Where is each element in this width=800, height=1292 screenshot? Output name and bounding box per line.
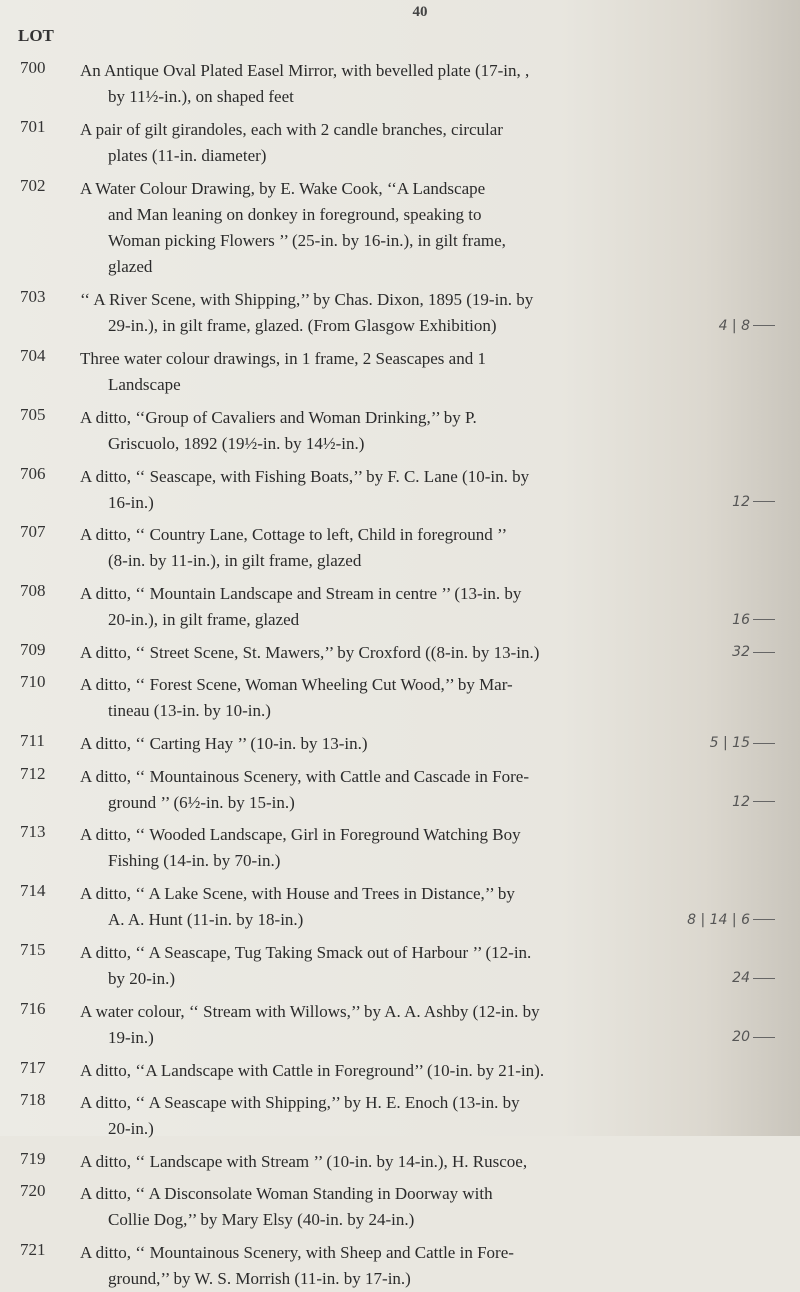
lot-number: 710	[20, 672, 46, 692]
description-line: 16-in.)	[108, 492, 154, 512]
description-line: Woman picking Flowers ’’ (25-in. by 16-in.), in gilt frame,	[108, 230, 506, 250]
handwritten-price: 4 | 8	[719, 318, 775, 334]
lot-description	[80, 822, 740, 874]
lot-description	[80, 1149, 740, 1175]
description-line: A ditto, ‘‘ Landscape with Stream ’’ (10-in. by 14-in.), H. Ruscoe,	[80, 1151, 528, 1171]
lot-number: 702	[20, 175, 46, 195]
description-line: A ditto, ‘‘ Country Lane, Cottage to left, Child in foreground ’’	[80, 525, 508, 545]
lot-number: 713	[20, 822, 46, 842]
lot-number: 701	[20, 116, 46, 136]
lot-description	[80, 464, 740, 516]
description-line: A ditto, ‘‘ Mountainous Scenery, with Cattle and Cascade in Fore-	[80, 766, 529, 786]
description-line: and Man leaning on donkey in foreground, speaking to	[108, 204, 482, 224]
lot-description	[80, 176, 740, 280]
lot-number: 709	[20, 640, 46, 659]
description-line: A ditto, ‘‘ A Lake Scene, with House and Trees in Distance,’’ by	[80, 884, 515, 904]
description-line: ‘‘ A River Scene, with Shipping,’’ by Chas. Dixon, 1895 (19-in. by	[80, 290, 534, 310]
lot-number: 705	[20, 404, 46, 424]
lot-number: 716	[20, 998, 46, 1018]
lot-description	[80, 764, 740, 816]
description-line: 20-in.)	[108, 1119, 154, 1138]
lot-description	[80, 640, 740, 666]
description-line: (8-in. by 11-in.), in gilt frame, glazed	[108, 551, 362, 571]
lot-number: 718	[20, 1090, 46, 1109]
lot-description	[80, 1058, 740, 1084]
description-line: 19-in.)	[108, 1027, 154, 1047]
lot-description	[80, 58, 740, 110]
lot-number: 706	[20, 463, 46, 483]
description-line: A water colour, ‘‘ Stream with Willows,’’ by A. A. Ashby (12-in. by	[80, 1001, 540, 1021]
lot-number: 720	[20, 1181, 46, 1201]
lot-number: 719	[20, 1148, 46, 1168]
lot-column-header: LOT	[18, 26, 54, 45]
lot-description	[80, 522, 740, 574]
lot-description	[80, 287, 740, 339]
handwritten-price: 24	[732, 970, 775, 986]
description-line: Landscape	[108, 375, 181, 394]
lot-description	[80, 999, 740, 1051]
lot-description	[80, 881, 740, 933]
handwritten-price: 12	[732, 494, 775, 510]
description-line: A ditto, ‘‘ Street Scene, St. Mawers,’’ by Croxford ((8-in. by 13-in.)	[80, 643, 540, 662]
description-line: A ditto, ‘‘ Wooded Landscape, Girl in Foreground Watching Boy	[80, 825, 521, 845]
description-line: Fishing (14-in. by 70-in.)	[108, 851, 281, 871]
handwritten-price: 5 | 15	[710, 735, 775, 751]
lot-number: 704	[20, 346, 46, 365]
description-line: A pair of gilt girandoles, each with 2 candle branches, circular	[80, 119, 503, 139]
description-line: A ditto, ‘‘A Landscape with Cattle in Foreground’’ (10-in. by 21-in).	[80, 1060, 545, 1080]
handwritten-price: 32	[732, 644, 775, 660]
lot-number: 708	[20, 581, 46, 601]
description-line: A ditto, ‘‘ Seascape, with Fishing Boats,’’ by F. C. Lane (10-in. by	[80, 466, 530, 486]
description-line: tineau (13-in. by 10-in.)	[108, 701, 271, 721]
description-line: A ditto, ‘‘ Forest Scene, Woman Wheeling Cut Wood,’’ by Mar-	[80, 675, 513, 695]
description-line: An Antique Oval Plated Easel Mirror, with bevelled plate (17-in, ,	[80, 61, 530, 80]
description-line: 29-in.), in gilt frame, glazed. (From Glasgow Exhibition)	[108, 316, 497, 336]
description-line: Griscuolo, 1892 (19½-in. by 14½-in.)	[108, 433, 365, 453]
lot-description	[80, 1090, 740, 1142]
description-line: A ditto, ‘‘ A Seascape with Shipping,’’ by H. E. Enoch (13-in. by	[80, 1093, 520, 1112]
lot-number: 703	[20, 287, 46, 307]
description-line: A Water Colour Drawing, by E. Wake Cook, ‘‘A Landscape	[80, 178, 486, 198]
handwritten-price: 12	[732, 794, 775, 810]
lot-number: 721	[20, 1240, 46, 1259]
lot-number: 711	[20, 731, 45, 751]
handwritten-price: 8 | 14 | 6	[687, 912, 775, 928]
lot-description	[80, 1240, 740, 1292]
description-line: Collie Dog,’’ by Mary Elsy (40-in. by 24-in.)	[108, 1210, 415, 1230]
handwritten-price: 16	[732, 612, 775, 628]
description-line: A ditto, ‘‘Group of Cavaliers and Woman Drinking,’’ by P.	[80, 407, 477, 427]
description-line: A ditto, ‘‘ A Disconsolate Woman Standing in Doorway with	[80, 1184, 493, 1204]
description-line: by 11½-in.), on shaped feet	[108, 87, 294, 106]
lot-description	[80, 1181, 740, 1233]
description-line: ground ’’ (6½-in. by 15-in.)	[108, 792, 295, 812]
description-line: A ditto, ‘‘ Mountain Landscape and Stream in centre ’’ (13-in. by	[80, 584, 522, 604]
description-line: 20-in.), in gilt frame, glazed	[108, 610, 300, 630]
lot-description	[80, 346, 740, 398]
description-line: plates (11-in. diameter)	[108, 145, 267, 165]
description-line: ground,’’ by W. S. Morrish (11-in. by 17-in.)	[108, 1269, 411, 1288]
lot-number: 700	[20, 58, 46, 77]
description-line: A. A. Hunt (11-in. by 18-in.)	[108, 910, 304, 930]
description-line: Three water colour drawings, in 1 frame, 2 Seascapes and 1	[80, 349, 486, 368]
lot-description	[80, 672, 740, 724]
lot-number: 715	[20, 940, 46, 959]
description-line: A ditto, ‘‘ Mountainous Scenery, with Sheep and Cattle in Fore-	[80, 1243, 514, 1262]
description-line: A ditto, ‘‘ Carting Hay ’’ (10-in. by 13-in.)	[80, 734, 368, 754]
page-number: 40	[412, 4, 428, 20]
handwritten-price: 20	[732, 1029, 775, 1045]
lot-description	[80, 940, 740, 992]
description-line: A ditto, ‘‘ A Seascape, Tug Taking Smack out of Harbour ’’ (12-in.	[80, 943, 532, 962]
lot-number: 717	[20, 1057, 46, 1077]
lot-description	[80, 405, 740, 457]
description-line: glazed	[108, 256, 153, 276]
lot-number: 707	[20, 522, 46, 542]
lot-description	[80, 731, 740, 757]
lot-description	[80, 117, 740, 169]
lot-number: 714	[20, 881, 46, 901]
description-line: by 20-in.)	[108, 969, 176, 988]
lot-description	[80, 581, 740, 633]
lot-number: 712	[20, 763, 46, 783]
